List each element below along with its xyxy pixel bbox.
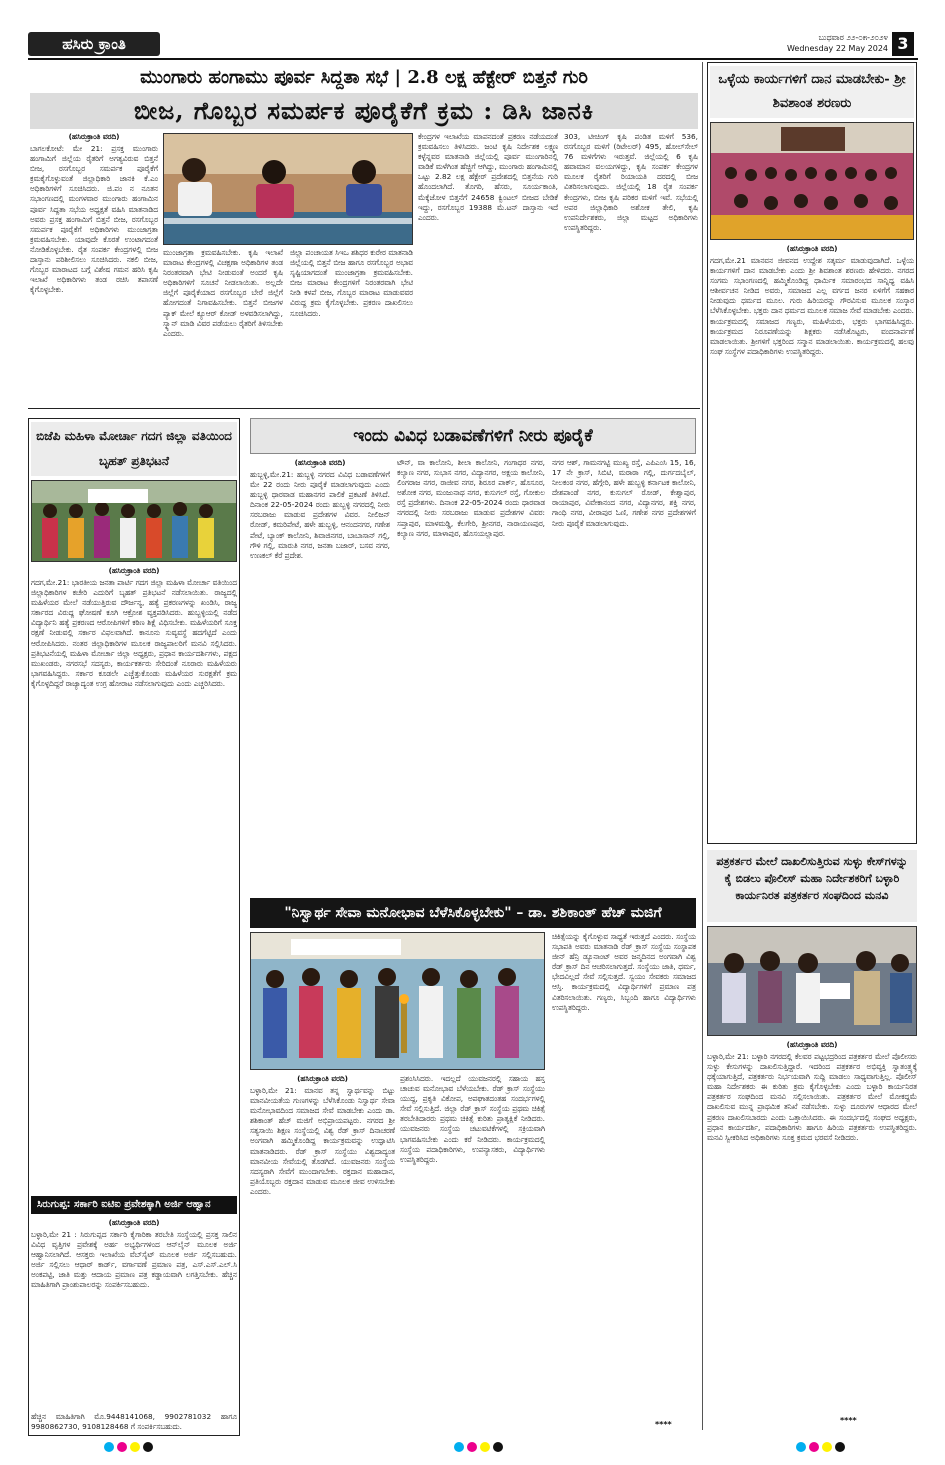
service-col1-text: ಬಳ್ಳಾರಿ,ಮೇ 21: ಮಾನವ ತನ್ನ ಸ್ವಾರ್ಥವನ್ನು ಬಿಟ್ಟು ಮಾನವೀಯತೆಯ ಗುಣಗಳನ್ನು ಬೆಳೆಸಿಕೊಂಡು ನಿಸ್ವಾರ್ಥ ಸೇವಾ ಮನೋಭಾವದಿಂದ ಸಮಾಜದ ಸೇವೆ ಮಾಡಬೇಕು ಎಂದು ಡಾ. ಶಶಿಕಾಂತ್ ಹೆಚ್ ಮಜಿಗೆ ಅಭಿಪ್ರಾಯಪಟ್ಟರು. ನಗರದ ಶ್ರೀ ಸತ್ಯಸಾಯಿ ಶಿಕ್ಷಣ ಸಂಸ್ಥೆಯಲ್ಲಿ ವಿಶ್ವ ರೆಡ್ ಕ್ರಾಸ್ ದಿನಾಚರಣೆ ಅಂಗವಾಗಿ ಹಮ್ಮಿಕೊಂಡಿದ್ದ ಕಾರ್ಯಕ್ರಮವನ್ನು ಉದ್ಘಾಟಿಸಿ ಮಾತನಾಡಿದರು. ರೆಡ್ ಕ್ರಾಸ್ ಸಂಸ್ಥೆಯು ವಿಶ್ವದಾದ್ಯಂತ ಮಾನವೀಯ ಸೇವೆಯಲ್ಲಿ ತೊಡಗಿದೆ. ಯುವಜನರು ಸಂಸ್ಥೆಯ ಸದಸ್ಯರಾಗಿ ಸೇವೆಗೆ ಮುಂದಾಗಬೇಕು. ರಕ್ತದಾನ ಮಹಾದಾನ, ಪ್ರತಿಯೊಬ್ಬರು ರಕ್ತದಾನ ಮಾಡುವ ಮೂಲಕ ಜೀವ ಉಳಿಸಬೇಕು ಎಂದರು. — [250, 1086, 395, 1196]
water-col2-text: ಟೌನ್, ವಾ ಕಾಲೋನಿ, ಶೀಲಾ ಕಾಲೋನಿ, ಗಂಗಾಧರ ನಗರ, ಕಲ್ಯಾಣ ನಗರ, ಸುಭಾಸ ನಗರ, ವಿದ್ಯಾನಗರ, ಅಕ್ಷಯ ಕಾಲೋನಿ, ಲಿಂಗರಾಜ ನಗರ, ರಾಜೀವ ನಗರ, ಶಿರೂರ ಪಾರ್ಕ್, ಹೊಸೂರ, ಅಶೋಕ ನಗರ, ಮಂಜುನಾಥ ನಗರ, ಕುಸುಗಲ್ ರಸ್ತೆ, ಗೋಕುಲ ರಸ್ತೆ ಪ್ರದೇಶಗಳು. ದಿನಾಂಕ 22-05-2024 ರಂದು ಧಾರವಾಡ ನಗರದಲ್ಲಿ ನೀರು ಸರಬರಾಜು ಮಾಡುವ ಪ್ರದೇಶಗಳ ವಿವರ: ಸಪ್ತಾಪುರ, ಮಾಳಮಡ್ಡಿ, ಕೆಲಗೇರಿ, ಶ್ರೀನಗರ, ನಾರಾಯಣಪುರ, ಕಲ್ಯಾಣ ನಗರ, ಮಾಳಾಪುರ, ಹೊಸಯಲ್ಲಾಪುರ. — [397, 458, 545, 538]
service-headline: "ನಿಸ್ವಾರ್ಥ ಸೇವಾ ಮನೋಭಾವ ಬೆಳೆಸಿಕೊಳ್ಳಬೇಕು" – ಡಾ. ಶಶಿಕಾಂತ್ ಹೆಚ್ ಮಜಿಗೆ — [250, 898, 696, 928]
end-mark-middle: **** — [655, 1420, 672, 1429]
bjp-dateline: (ಹಸಿರುಕ್ರಾಂತಿ ವರದಿ) — [108, 566, 160, 575]
bjp-photo — [31, 480, 237, 562]
registration-dot-black — [143, 1442, 153, 1452]
iti-contact: ಹೆಚ್ಚಿನ ಮಾಹಿತಿಗಾಗಿ ಮೊ.9448141068, 9902781032 ಹಾಗೂ 9980862730, 9108128468 ಗೆ ಸಂಪರ್ಕಿಸಬಹುದು. — [31, 1412, 237, 1432]
registration-dot-black — [835, 1442, 845, 1452]
registration-dot-black — [493, 1442, 503, 1452]
registration-dot-cyan — [454, 1442, 464, 1452]
water-col1-text: ಹುಬ್ಬಳ್ಳಿ,ಮೇ.21: ಹುಬ್ಬಳ್ಳಿ ನಗರದ ವಿವಿಧ ಬಡಾವಣೆಗಳಿಗೆ ಮೇ 22 ರಂದು ನೀರು ಪೂರೈಕೆ ಮಾಡಲಾಗುವುದು ಎಂದು ಹುಬ್ಬಳ್ಳಿ ಧಾರವಾಡ ಮಹಾನಗರ ಪಾಲಿಕೆ ಪ್ರಕಟಣೆ ತಿಳಿಸಿದೆ. ದಿನಾಂಕ 22-05-2024 ರಂದು ಹುಬ್ಬಳ್ಳಿ ನಗರದಲ್ಲಿ ನೀರು ಸರಬರಾಜು ಮಾಡುವ ಪ್ರದೇಶಗಳ ವಿವರ. ನೀಲಿಜನ್ ರೋಡ್, ಕಮರಿಪೇಟೆ, ಹಳೇ ಹುಬ್ಬಳ್ಳಿ, ಆನಂದನಗರ, ಗಣೇಶ ಪೇಟೆ, ಬ್ಯಾಂಕ್ ಕಾಲೋನಿ, ಶಿವಾಜಿನಗರ, ಬಾಬಾಸಾನ್ ಗಲ್ಲಿ, ಗೌಳಿ ಗಲ್ಲಿ, ಮಾರುತಿ ನಗರ, ಜನತಾ ಬಜಾರ್, ಬಸವ ನಗರ, ಉಣಕಲ್ ಕೆರೆ ಪ್ರದೇಶ. — [250, 470, 390, 560]
page-number: 3 — [892, 32, 914, 56]
right-story-photo — [710, 122, 914, 240]
service-col2-text: ಪ್ರಶಂಸಿಸಿದರು. ಇದಲ್ಲದೆ ಯುವಜನರಲ್ಲಿ ಸಹಾಯ ಹಸ್ತ ಚಾಚುವ ಮನೋಭಾವ ಬೆಳೆಯಬೇಕು. ರೆಡ್ ಕ್ರಾಸ್ ಸಂಸ್ಥೆಯು ಯುದ್ದ, ಪ್ರಕೃತಿ ವಿಕೋಪ, ಅಪಘಾತದಂತಹ ಸಂದರ್ಭಗಳಲ್ಲಿ ಸೇವೆ ಸಲ್ಲಿಸುತ್ತಿದೆ. ಜಿಲ್ಲಾ ರೆಡ್ ಕ್ರಾಸ್ ಸಂಸ್ಥೆಯ ಪ್ರಥಮ ಚಿಕಿತ್ಸೆ ತರಬೇತಿದಾರರು ಪ್ರಥಮ ಚಿಕಿತ್ಸೆ ಕುರಿತು ಪ್ರಾತ್ಯಕ್ಷಿಕೆ ನೀಡಿದರು. ಯುವಜನರು ಸಂಸ್ಥೆಯ ಚಟುವಟಿಕೆಗಳಲ್ಲಿ ಸಕ್ರಿಯವಾಗಿ ಭಾಗವಹಿಸಬೇಕು ಎಂದು ಕರೆ ನೀಡಿದರು. ಕಾರ್ಯಕ್ರಮದಲ್ಲಿ ಸಂಸ್ಥೆಯ ಪದಾಧಿಕಾರಿಗಳು, ಉಪನ್ಯಾಸಕರು, ವಿದ್ಯಾರ್ಥಿಗಳು ಉಪಸ್ಥಿತರಿದ್ದರು. — [400, 1074, 545, 1164]
journalist-dateline: (ಹಸಿರುಕ್ರಾಂತಿ ವರದಿ) — [786, 1040, 838, 1049]
lamp-lighting-photo-icon — [251, 933, 545, 1070]
masthead-date — [787, 32, 888, 54]
gathering-photo-icon — [711, 123, 914, 240]
right-story-headline: ಒಳ್ಳೆಯ ಕಾರ್ಯಗಳಿಗೆ ದಾನ ಮಾಡಬೇಕು- ಶ್ರೀ ಶಿವಶಾಂತ ಶರಣರು — [710, 66, 914, 118]
journalist-photo — [707, 926, 917, 1036]
service-dateline: (ಹಸಿರುಕ್ರಾಂತಿ ವರದಿ) — [297, 1074, 348, 1083]
registration-marks-left — [104, 1442, 153, 1452]
lead-col3-text: ಜಿಲ್ಲಾ ಪಂಚಾಯತ ಸಿಇಒ ಶಶಿಧರ ಕುರೇರ ಮಾತನಾಡಿ ಜಿಲ್ಲೆಯಲ್ಲಿ ಬಿತ್ತನೆ ಬೀಜ ಹಾಗೂ ರಸಗೊಬ್ಬರ ಅಭಾವ ಸೃಷ್ಟಿಯಾಗದಂತೆ ಮುಂಜಾಗ್ರತಾ ಕ್ರಮವಹಿಸಬೇಕು. ಬೀಜ ಮಾರಾಟ ಕೇಂದ್ರಗಳಿಗೆ ನಿರಂತರವಾಗಿ ಭೇಟಿ ನೀಡಿ ಕಳಪೆ ಬೀಜ, ಗೊಬ್ಬರ ಮಾರಾಟ ಮಾಡುವವರ ವಿರುದ್ದ ಕ್ರಮ ಕೈಗೊಳ್ಳಬೇಕು. ಪ್ರಕರಣ ದಾಖಲಿಸಲು ಸೂಚಿಸಿದರು. — [290, 248, 413, 318]
registration-dot-cyan — [104, 1442, 114, 1452]
memorandum-photo-icon — [708, 927, 917, 1036]
registration-dot-yellow — [822, 1442, 832, 1452]
lead-kicker: ಮುಂಗಾರು ಹಂಗಾಮು ಪೂರ್ವ ಸಿದ್ದತಾ ಸಭೆ | 2.8 ಲಕ್ಷ ಹೆಕ್ಟೇರ್ ಬಿತ್ತನೆ ಗುರಿ — [140, 67, 588, 88]
right-story-dateline: (ಹಸಿರುಕ್ರಾಂತಿ ವರದಿ) — [786, 244, 838, 253]
lead-col1-text: ಬಾಗಲಕೋಟೆ: ಮೇ 21: ಪ್ರಸಕ್ತ ಮುಂಗಾರು ಹಂಗಾಮಿಗೆ ಜಿಲ್ಲೆಯ ರೈತರಿಗೆ ಅಗತ್ಯವಿರುವ ಬಿತ್ತನೆ ಬೀಜ, ರಸಗೊಬ್ಬರ ಸಮರ್ಪಕ ಪೂರೈಕೆಗೆ ಕ್ರಮಕೈಗೊಳ್ಳುವಂತೆ ಜಿಲ್ಲಾಧಿಕಾರಿ ಜಾನಕಿ ಕೆ.ಎಂ ಅಧಿಕಾರಿಗಳಿಗೆ ಸೂಚಿಸಿದರು. ಜಿ.ಪಂ ನ ನೂತನ ಸಭಾಂಗಣದಲ್ಲಿ ಮಂಗಳವಾರ ಮುಂಗಾರು ಹಂಗಾಮಿನ ಪೂರ್ವ ಸಿದ್ದತಾ ಸಭೆಯ ಅಧ್ಯಕ್ಷತೆ ವಹಿಸಿ ಮಾತನಾಡಿದ ಅವರು ಪ್ರಸಕ್ತ ಹಂಗಾಮಿಗೆ ಬಿತ್ತನೆ ಬೀಜ, ರಸಗೊಬ್ಬರ ಸಮರ್ಪಕ ಪೂರೈಕೆಗೆ ಅಧಿಕಾರಿಗಳು ಮುಂಜಾಗ್ರತಾ ಕ್ರಮವಹಿಸಬೇಕು. ಯಾವುದೇ ಕೊರತೆ ಉಂಟಾಗದಂತೆ ನೋಡಿಕೊಳ್ಳಬೇಕು. ರೈತ ಸಂಪರ್ಕ ಕೇಂದ್ರಗಳಲ್ಲಿ ಬೀಜ ದಾಸ್ತಾನು ಪರಿಶೀಲಿಸಲು ಸೂಚಿಸಿದರು. ನಕಲಿ ಬೀಜ, ಗೊಬ್ಬರ ಮಾರಾಟದ ಬಗ್ಗೆ ವಿಶೇಷ ಗಮನ ಹರಿಸಿ ಕೃಷಿ ಇಲಾಖೆ ಅಧಿಕಾರಿಗಳು ತಂಡ ರಚಿಸಿ ತಪಾಸಣೆ ಕೈಗೊಳ್ಳಬೇಕು. — [30, 144, 158, 295]
registration-marks-right — [796, 1442, 845, 1452]
masthead — [28, 30, 918, 60]
service-photo — [250, 932, 545, 1070]
lead-col2-text: ಮುಂಜಾಗ್ರತಾ ಕ್ರಮವಹಿಸಬೇಕು. ಕೃಷಿ ಇಲಾಖೆ ಮಾರಾಟ ಕೇಂದ್ರಗಳಲ್ಲಿ ವಿಚಕ್ಷಣಾ ಅಧಿಕಾರಿಗಳ ತಂಡ ನಿರಂತರವಾಗಿ ಭೇಟಿ ನೀಡುವಂತೆ ಅಂದರೆ ಕೃಷಿ ಅಧಿಕಾರಿಗಳಿಗೆ ಸೂಚನೆ ನೀಡಲಾಯಿತು. ಅಲ್ಲದೇ ಜಿಲ್ಲೆಗೆ ಪೂರೈಕೆಯಾದ ರಸಗೊಬ್ಬರ ಬೇರೆ ಜಿಲ್ಲೆಗೆ ಹೋಗದಂತೆ ನಿಗಾವಹಿಸಬೇಕು. ಬಿತ್ತನೆ ಬೀಜಗಳ ಪ್ಯಾಕ್ ಮೇಲೆ ಕ್ಯೂಆರ್ ಕೋಡ್ ಅಳವಡಿಸಲಾಗಿದ್ದು, ಸ್ಕ್ಯಾನ್ ಮಾಡಿ ವಿವರ ಪಡೆಯಲು ರೈತರಿಗೆ ತಿಳಿಸಬೇಕು ಎಂದರು. — [163, 248, 283, 338]
service-col3-text: ಚಿಕಿತ್ಸೆಯನ್ನು ಕೈಗೊಳ್ಳುವ ಸಾಧ್ಯತೆ ಇರುತ್ತದೆ ಎಂದರು. ಸಂಸ್ಥೆಯ ಸಭಾಪತಿ ಅವರು ಮಾತನಾಡಿ ರೆಡ್ ಕ್ರಾಸ್ ಸಂಸ್ಥೆಯ ಸಂಸ್ಥಾಪಕ ಜೀನ್ ಹೆನ್ರಿ ಡ್ಯೂನಾಂಟ್ ಅವರ ಜನ್ಮದಿನದ ಅಂಗವಾಗಿ ವಿಶ್ವ ರೆಡ್ ಕ್ರಾಸ್ ದಿನ ಆಚರಿಸಲಾಗುತ್ತದೆ. ಸಂಸ್ಥೆಯು ಜಾತಿ, ಧರ್ಮ, ಭೇದವಿಲ್ಲದೆ ಸೇವೆ ಸಲ್ಲಿಸುತ್ತದೆ. ಸ್ವಯಂ ಸೇವಕರು ಸಮಾಜದ ಆಸ್ತಿ. ಕಾರ್ಯಕ್ರಮದಲ್ಲಿ ವಿದ್ಯಾರ್ಥಿಗಳಿಗೆ ಪ್ರಮಾಣ ಪತ್ರ ವಿತರಿಸಲಾಯಿತು. ಗಣ್ಯರು, ಸಿಬ್ಬಂದಿ ಹಾಗೂ ವಿದ್ಯಾರ್ಥಿಗಳು ಉಪಸ್ಥಿತರಿದ್ದರು. — [552, 932, 696, 1012]
lead-dateline: (ಹಸಿರುಕ್ರಾಂತಿ ವರದಿ) — [68, 132, 120, 141]
water-col3-text: ನಗರ ಆಶ್, ಗಾಮನಗಟ್ಟಿ ಮುಖ್ಯ ರಸ್ತೆ, ಎಪಿಎಂಸಿ 15, 16, 17 ನೇ ಕ್ರಾಸ್, ಸಿಬಿಟಿ, ಮರಾಠಾ ಗಲ್ಲಿ, ದುರ್ಗದಬೈಲ್, ನೀಲಕಂಠ ನಗರ, ಹೆಗ್ಗೇರಿ, ಹಳೇ ಹುಬ್ಬಳ್ಳಿ ಕರ್ನಾಟಕ ಕಾಲೋನಿ, ದೇಶಪಾಂಡೆ ನಗರ, ಕುಸುಗಲ್ ರೋಡ್, ಕೇಶ್ವಾಪುರ, ರಾಯಾಪುರ, ವಿವೇಕಾನಂದ ನಗರ, ವಿದ್ಯಾನಗರ, ಶಕ್ತಿ ನಗರ, ಗಾಂಧಿ ನಗರ, ವೀರಾಪುರ ಓಣಿ, ಗಣೇಶ ನಗರ ಪ್ರದೇಶಗಳಿಗೆ ನೀರು ಪೂರೈಕೆ ಮಾಡಲಾಗುವುದು. — [552, 458, 696, 528]
iti-headline: ಸಿರುಗುಪ್ಪ: ಸರ್ಕಾರಿ ಐಟಿಐ ಪ್ರವೇಶಕ್ಕಾಗಿ ಅರ್ಜಿ ಆಹ್ವಾನ — [31, 1196, 237, 1214]
registration-marks-center — [454, 1442, 503, 1452]
masthead-title: ಹಸಿರು ಕ್ರಾಂತಿ — [28, 32, 160, 56]
end-mark-right: **** — [840, 1416, 857, 1425]
registration-dot-yellow — [480, 1442, 490, 1452]
column-rule — [702, 62, 703, 1430]
lead-headline: ಬೀಜ, ಗೊಬ್ಬರ ಸಮರ್ಪಕ ಪೂರೈಕೆಗೆ ಕ್ರಮ : ಡಿಸಿ ಜಾನಕಿ — [30, 93, 698, 129]
iti-dateline: (ಹಸಿರುಕ್ರಾಂತಿ ವರದಿ) — [108, 1218, 160, 1227]
bjp-text: ಗದಗ,ಮೇ.21: ಭಾರತೀಯ ಜನತಾ ಪಾರ್ಟಿ ಗದಗ ಜಿಲ್ಲಾ ಮಹಿಳಾ ಮೋರ್ಚಾ ವತಿಯಿಂದ ಜಿಲ್ಲಾಧಿಕಾರಿಗಳ ಕಚೇರಿ ಎದುರಿಗೆ ಬೃಹತ್ ಪ್ರತಿಭಟನೆ ನಡೆಸಲಾಯಿತು. ರಾಜ್ಯದಲ್ಲಿ ಮಹಿಳೆಯರ ಮೇಲೆ ನಡೆಯುತ್ತಿರುವ ದೌರ್ಜನ್ಯ, ಹತ್ಯೆ ಪ್ರಕರಣಗಳನ್ನು ಖಂಡಿಸಿ, ರಾಜ್ಯ ಸರ್ಕಾರದ ವಿರುದ್ದ ಘೋಷಣೆ ಕೂಗಿ ಆಕ್ರೋಶ ವ್ಯಕ್ತಪಡಿಸಿದರು. ಹುಬ್ಬಳ್ಳಿಯಲ್ಲಿ ನಡೆದ ವಿದ್ಯಾರ್ಥಿನಿ ಹತ್ಯೆ ಪ್ರಕರಣದ ಆರೋಪಿಗಳಿಗೆ ಕಠಿಣ ಶಿಕ್ಷೆ ವಿಧಿಸಬೇಕು. ಮಹಿಳೆಯರಿಗೆ ಸೂಕ್ತ ರಕ್ಷಣೆ ನೀಡುವಲ್ಲಿ ಸರ್ಕಾರ ವಿಫಲವಾಗಿದೆ. ಕಾನೂನು ಸುವ್ಯವಸ್ಥೆ ಹದಗೆಟ್ಟಿದೆ ಎಂದು ಆರೋಪಿಸಿದರು. ನಂತರ ಜಿಲ್ಲಾಧಿಕಾರಿಗಳ ಮೂಲಕ ರಾಜ್ಯಪಾಲರಿಗೆ ಮನವಿ ಸಲ್ಲಿಸಿದರು. ಪ್ರತಿಭಟನೆಯಲ್ಲಿ ಮಹಿಳಾ ಮೋರ್ಚಾ ಜಿಲ್ಲಾ ಅಧ್ಯಕ್ಷರು, ಪ್ರಧಾನ ಕಾರ್ಯದರ್ಶಿಗಳು, ಪಕ್ಷದ ಮುಖಂಡರು, ನಗರಸಭೆ ಸದಸ್ಯರು, ಕಾರ್ಯಕರ್ತರು ಸೇರಿದಂತೆ ನೂರಾರು ಮಹಿಳೆಯರು ಭಾಗವಹಿಸಿದ್ದರು. ಸರ್ಕಾರ ಕೂಡಲೇ ಎಚ್ಚೆತ್ತುಕೊಂಡು ಮಹಿಳೆಯರ ಸುರಕ್ಷತೆಗೆ ಕ್ರಮ ಕೈಗೊಳ್ಳದಿದ್ದರೆ ರಾಜ್ಯಾದ್ಯಂತ ಉಗ್ರ ಹೋರಾಟ ನಡೆಸಲಾಗುವುದು ಎಂದು ಎಚ್ಚರಿಸಿದರು. — [31, 578, 237, 688]
journalist-text: ಬಳ್ಳಾರಿ,ಮೇ 21: ಬಳ್ಳಾರಿ ನಗರದಲ್ಲಿ ಕೆಲವರ ಪಟ್ಟಭದ್ರರಿಂದ ಪತ್ರಕರ್ತರ ಮೇಲೆ ಪೊಲೀಸರು ಸುಳ್ಳು ಕೇಸುಗಳನ್ನು ದಾಖಲಿಸುತ್ತಿದ್ದಾರೆ. ಇದರಿಂದ ಪತ್ರಕರ್ತರ ಅಭಿವ್ಯಕ್ತಿ ಸ್ವಾತಂತ್ರ್ಯಕ್ಕೆ ಧಕ್ಕೆಯಾಗುತ್ತಿದೆ, ಪತ್ರಕರ್ತರು ನಿರ್ಭಯವಾಗಿ ಸುದ್ದಿ ಮಾಡಲು ಸಾಧ್ಯವಾಗುತ್ತಿಲ್ಲ. ಪೊಲೀಸ್ ಮಹಾ ನಿರ್ದೇಶಕರು ಈ ಕುರಿತು ಕ್ರಮ ಕೈಗೊಳ್ಳಬೇಕು ಎಂದು ಬಳ್ಳಾರಿ ಕಾರ್ಯನಿರತ ಪತ್ರಕರ್ತರ ಸಂಘದಿಂದ ಮನವಿ ಸಲ್ಲಿಸಲಾಯಿತು. ಪತ್ರಕರ್ತರ ಮೇಲೆ ಮೋಕದ್ದಮೆ ದಾಖಲಿಸುವ ಮುನ್ನ ಪ್ರಾಥಮಿಕ ತನಿಖೆ ನಡೆಸಬೇಕು. ಸುಳ್ಳು ದೂರುಗಳ ಆಧಾರದ ಮೇಲೆ ಪ್ರಕರಣ ದಾಖಲಿಸಬಾರದು ಎಂದು ಒತ್ತಾಯಿಸಿದರು. ಈ ಸಂದರ್ಭದಲ್ಲಿ ಸಂಘದ ಅಧ್ಯಕ್ಷರು, ಪ್ರಧಾನ ಕಾರ್ಯದರ್ಶಿ, ಪದಾಧಿಕಾರಿಗಳು ಹಾಗೂ ಹಿರಿಯ ಪತ್ರಕರ್ತರು ಉಪಸ್ಥಿತರಿದ್ದರು. ಮನವಿ ಸ್ವೀಕರಿಸಿದ ಅಧಿಕಾರಿಗಳು ಸೂಕ್ತ ಕ್ರಮದ ಭರವಸೆ ನೀಡಿದರು. — [707, 1052, 917, 1142]
lead-photo — [163, 133, 413, 245]
right-story-text: ಗದಗ,ಮೇ.21 ಮಾನವನ ಜೀವನದ ಉದ್ದೇಶ ಸತ್ಕರ್ಮ ಮಾಡುವುದಾಗಿದೆ. ಒಳ್ಳೆಯ ಕಾರ್ಯಗಳಿಗೆ ದಾನ ಮಾಡಬೇಕು ಎಂದು ಶ್ರೀ ಶಿವಶಾಂತ ಶರಣರು ಹೇಳಿದರು. ನಗರದ ಸಂಗಮ ಸಭಾಂಗಣದಲ್ಲಿ ಹಮ್ಮಿಕೊಂಡಿದ್ದ ಧಾರ್ಮಿಕ ಸಮಾರಂಭದ ಸಾನ್ನಿಧ್ಯ ವಹಿಸಿ ಆಶೀರ್ವಚನ ನೀಡಿದ ಅವರು, ಸಮಾಜದ ಎಲ್ಲ ವರ್ಗದ ಜನರ ಏಳಿಗೆಗೆ ಸಹಕಾರ ನೀಡುವುದು ಧರ್ಮದ ಮೂಲ. ಗುರು ಹಿರಿಯರನ್ನು ಗೌರವಿಸುವ ಮೂಲಕ ಸಂಸ್ಕಾರ ಬೆಳೆಸಿಕೊಳ್ಳಬೇಕು. ಭಕ್ತರು ದಾನ ಧರ್ಮದ ಮೂಲಕ ಸಮಾಜ ಸೇವೆ ಮಾಡಬೇಕು ಎಂದರು. ಕಾರ್ಯಕ್ರಮದಲ್ಲಿ ಸಮಾಜದ ಗಣ್ಯರು, ಮಹಿಳೆಯರು, ಭಕ್ತರು ಭಾಗವಹಿಸಿದ್ದರು. ಕಾರ್ಯಕ್ರಮದ ನಿರೂಪಣೆಯನ್ನು ಶಿಕ್ಷಕರು ನಡೆಸಿಕೊಟ್ಟರು, ವಂದನಾರ್ಪಣೆ ಮಾಡಲಾಯಿತು. ಶ್ರೀಗಳಿಗೆ ಭಕ್ತರಿಂದ ಸನ್ಮಾನ ಮಾಡಲಾಯಿತು. ಕಾರ್ಯಕ್ರಮದಲ್ಲಿ ಹಲವು ಸಂಘ ಸಂಸ್ಥೆಗಳ ಪದಾಧಿಕಾರಿಗಳು ಉಪಸ್ಥಿತರಿದ್ದರು. — [710, 256, 914, 356]
date-kannada: ಬುಧವಾರ ೨೨-೦೫-೨೦೨೪ — [818, 33, 888, 42]
protest-photo-icon — [32, 481, 237, 562]
section-divider — [28, 408, 700, 409]
lead-col5-text: 303, ಟೀಚಿಂಗ್ ಕೃಷಿ ಪಂಡಿತ ಮಳಿಗೆ 536, ರಸಗೊಬ್ಬರ ಮಳಿಗೆ (ರಿಟೇಲರ್) 495, ಹೋಲ್‌ಸೇಲ್ 76 ಮಳಿಗೆಗಳು ಇರುತ್ತವೆ. ಜಿಲ್ಲೆಯಲ್ಲಿ 6 ಕೃಷಿ ಹವಾಮಾನ ವಲಯಗಳಿದ್ದು, ಕೃಷಿ ಸಂಪರ್ಕ ಕೇಂದ್ರಗಳ ಮೂಲಕ ರೈತರಿಗೆ ರಿಯಾಯತಿ ದರದಲ್ಲಿ ಬೀಜ ವಿತರಿಸಲಾಗುವುದು. ಜಿಲ್ಲೆಯಲ್ಲಿ 18 ರೈತ ಸಂಪರ್ಕ ಕೇಂದ್ರಗಳು, ಬೀಜ ಕೃಷಿ ಪರಿಕರ ಮಳಿಗೆ ಇವೆ. ಸಭೆಯಲ್ಲಿ ಅಪರ ಜಿಲ್ಲಾಧಿಕಾರಿ ಅಶೋಕ ತೇಲಿ, ಕೃಷಿ ಉಪನಿರ್ದೇಶಕರು, ಜಿಲ್ಲಾ ಮಟ್ಟದ ಅಧಿಕಾರಿಗಳು ಉಪಸ್ಥಿತರಿದ್ದರು. — [564, 132, 698, 232]
bjp-headline: ಬಿಜೆಪಿ ಮಹಿಳಾ ಮೋರ್ಚಾ ಗದಗ ಜಿಲ್ಲಾ ವತಿಯಿಂದ ಬೃಹತ್ ಪ್ರತಿಭಟನೆ — [31, 422, 237, 476]
iti-text: ಬಳ್ಳಾರಿ,ಮೇ 21 : ಸಿರುಗುಪ್ಪದ ಸರ್ಕಾರಿ ಕೈಗಾರಿಕಾ ತರಬೇತಿ ಸಂಸ್ಥೆಯಲ್ಲಿ ಪ್ರಸಕ್ತ ಸಾಲಿನ ವಿವಿಧ ವೃತ್ತಿಗಳ ಪ್ರವೇಶಕ್ಕೆ ಅರ್ಹ ಅಭ್ಯರ್ಥಿಗಳಿಂದ ಆನ್‌ಲೈನ್ ಮೂಲಕ ಅರ್ಜಿ ಆಹ್ವಾನಿಸಲಾಗಿದೆ. ಆಸಕ್ತರು ಇಲಾಖೆಯ ವೆಬ್‌ಸೈಟ್ ಮೂಲಕ ಅರ್ಜಿ ಸಲ್ಲಿಸಬಹುದು. ಅರ್ಜಿ ಸಲ್ಲಿಸಲು ಆಧಾರ್ ಕಾರ್ಡ್, ವರ್ಗಾವಣೆ ಪ್ರಮಾಣ ಪತ್ರ, ಎಸ್.ಎಸ್.ಎಲ್.ಸಿ ಅಂಕಪಟ್ಟಿ, ಜಾತಿ ಮತ್ತು ಆದಾಯ ಪ್ರಮಾಣ ಪತ್ರ ಕಡ್ಡಾಯವಾಗಿ ಲಗತ್ತಿಸಬೇಕು. ಹೆಚ್ಚಿನ ಮಾಹಿತಿಗಾಗಿ ಪ್ರಾಂಶುಪಾಲರನ್ನು ಸಂಪರ್ಕಿಸಬಹುದು. — [31, 1230, 237, 1290]
water-dateline: (ಹಸಿರುಕ್ರಾಂತಿ ವರದಿ) — [294, 458, 346, 467]
registration-dot-yellow — [130, 1442, 140, 1452]
meeting-photo-icon — [164, 134, 413, 245]
water-headline: ಇಂದು ವಿವಿಧ ಬಡಾವಣೆಗಳಿಗೆ ನೀರು ಪೂರೈಕೆ — [250, 418, 696, 454]
journalist-headline: ಪತ್ರಕರ್ತರ ಮೇಲೆ ದಾಖಲಿಸುತ್ತಿರುವ ಸುಳ್ಳು ಕೇಸ್‌ಗಳನ್ನು ಕೈ ಬಿಡಲು ಪೊಲೀಸ್ ಮಹಾ ನಿರ್ದೇಶಕರಿಗೆ ಬಳ್ಳಾರಿ ಕಾರ್ಯನಿರತ ಪತ್ರಕರ್ತರ ಸಂಘದಿಂದ ಮನವಿ — [707, 850, 917, 922]
registration-dot-magenta — [467, 1442, 477, 1452]
registration-dot-magenta — [117, 1442, 127, 1452]
date-english: Wednesday 22 May 2024 — [786, 44, 888, 53]
lead-col4-text: ಕೇಂದ್ರಗಳ ಇಲಾಖೆಯ ಮಾಪನದಂತೆ ಪ್ರಕರಣ ನಡೆಯದಂತೆ ಕ್ರಮವಹಿಸಲು ತಿಳಿಸಿದರು. ಜಂಟಿ ಕೃಷಿ ನಿರ್ದೇಶಕ ಲಕ್ಷ್ಮಣ ಕಳ್ಳೆನ್ನವರ ಮಾತನಾಡಿ ಜಿಲ್ಲೆಯಲ್ಲಿ ಪೂರ್ವ ಮುಂಗಾರಿನಲ್ಲಿ ವಾಡಿಕೆ ಮಳೆಗಿಂತ ಹೆಚ್ಚಿಗೆ ಆಗಿದ್ದು, ಮುಂಗಾರು ಹಂಗಾಮಿನಲ್ಲಿ ಒಟ್ಟು 2.82 ಲಕ್ಷ ಹೆಕ್ಟೇರ್ ಪ್ರದೇಶದಲ್ಲಿ ಬಿತ್ತನೆಯ ಗುರಿ ಹೊಂದಲಾಗಿದೆ. ತೊಗರಿ, ಹೆಸರು, ಸೂರ್ಯಕಾಂತಿ, ಮೆಕ್ಕೆಜೋಳ ಬಿತ್ತನೆಗೆ 24658 ಕ್ವಿಂಟಲ್ ಬೀಜದ ಬೇಡಿಕೆ ಇದ್ದು, ರಸಗೊಬ್ಬರ 19388 ಮೆ.ಟನ್ ದಾಸ್ತಾನು ಇದೆ ಎಂದರು. — [418, 132, 558, 222]
registration-dot-cyan — [796, 1442, 806, 1452]
registration-dot-magenta — [809, 1442, 819, 1452]
